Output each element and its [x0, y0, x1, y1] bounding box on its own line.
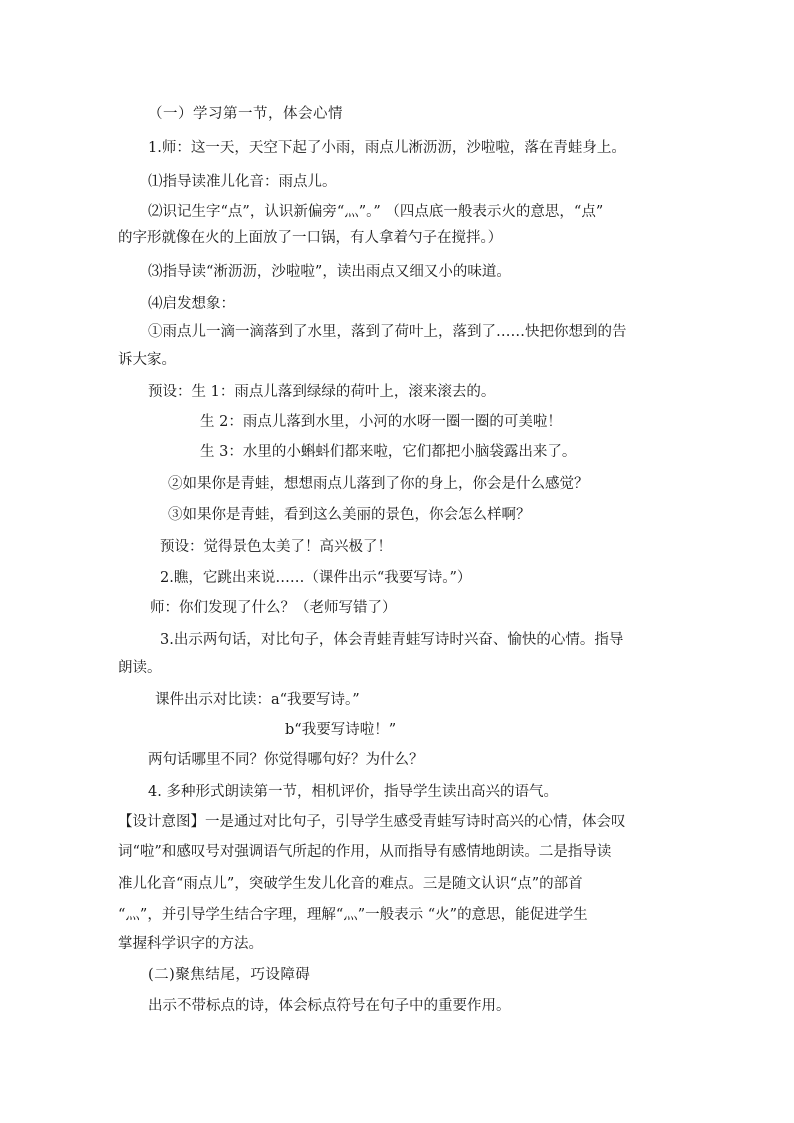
- paragraph-line: 诉大家。: [118, 352, 176, 368]
- section-heading-1: （一）学习第一节，体会心情: [148, 106, 343, 122]
- paragraph-line: 生 2：雨点儿落到水里，小河的水呀一圈一圈的可美啦！: [200, 414, 562, 430]
- paragraph-line: 【设计意图】一是通过对比句子，引导学生感受青蛙写诗时高兴的心情，体会叹: [118, 814, 626, 830]
- paragraph-line: 3.出示两句话，对比句子，体会青蛙青蛙写诗时兴奋、愉快的心情。指导: [160, 632, 624, 648]
- paragraph-line: 出示不带标点的诗，体会标点符号在句子中的重要作用。: [148, 998, 511, 1014]
- paragraph-line: 生 3：水里的小蝌蚪们都来啦，它们都把小脑袋露出来了。: [200, 444, 577, 460]
- paragraph-line: ①雨点儿一滴一滴落到了水里，落到了荷叶上，落到了……快把你想到的告: [148, 324, 627, 340]
- paragraph-line: 4. 多种形式朗读第一节，相机评价，指导学生读出高兴的语气。: [148, 784, 558, 800]
- paragraph-line: ⑶指导读“淅沥沥，沙啦啦”，读出雨点又细又小的味道。: [148, 264, 511, 280]
- paragraph-line: ⑷启发想象：: [148, 296, 235, 312]
- paragraph-line: 预设：生 1：雨点儿落到绿绿的荷叶上，滚来滚去的。: [148, 384, 496, 400]
- paragraph-line: 词“啦”和感叹号对强调语气所起的作用，从而指导有感情地朗读。二是指导读: [118, 844, 612, 860]
- paragraph-line: 两句话哪里不同？你觉得哪句好？为什么？: [148, 752, 424, 768]
- paragraph-line: 准儿化音“雨点儿”，突破学生发儿化音的难点。三是随文认识“点”的部首: [118, 876, 583, 892]
- paragraph-line: 预设：觉得景色太美了！高兴极了！: [160, 539, 392, 555]
- paragraph-line: 掌握科学识字的方法。: [118, 936, 263, 952]
- paragraph-line: 2.瞧，它跳出来说……（课件出示“我要写诗。”）: [160, 570, 472, 586]
- paragraph-line: ③如果你是青蛙，看到这么美丽的景色，你会怎么样啊？: [168, 507, 531, 523]
- paragraph-line: ⑵识记生字“点”，认识新偏旁“灬”。” （四点底一般表示火的意思，“点”: [148, 204, 604, 220]
- paragraph-line: 朗读。: [118, 660, 162, 676]
- paragraph-line: 师：你们发现了什么？（老师写错了）: [150, 600, 397, 616]
- section-heading-2: (二)聚焦结尾，巧设障碍: [148, 967, 311, 983]
- paragraph-line: b“我要写诗啦！”: [285, 722, 397, 738]
- paragraph-line: 的字形就像在火的上面放了一口锅，有人拿着勺子在搅拌。）: [118, 230, 503, 246]
- paragraph-line: ②如果你是青蛙，想想雨点儿落到了你的身上，你会是什么感觉？: [168, 476, 589, 492]
- paragraph-line: 课件出示对比读：a“我要写诗。”: [155, 692, 360, 708]
- paragraph-line: 1.师：这一天，天空下起了小雨，雨点儿淅沥沥，沙啦啦，落在青蛙身上。: [148, 140, 626, 156]
- paragraph-line: ⑴指导读准儿化音：雨点儿。: [148, 174, 337, 190]
- paragraph-line: “灬”，并引导学生结合字理，理解“灬”一般表示 “火”的意思，能促进学生: [118, 907, 588, 923]
